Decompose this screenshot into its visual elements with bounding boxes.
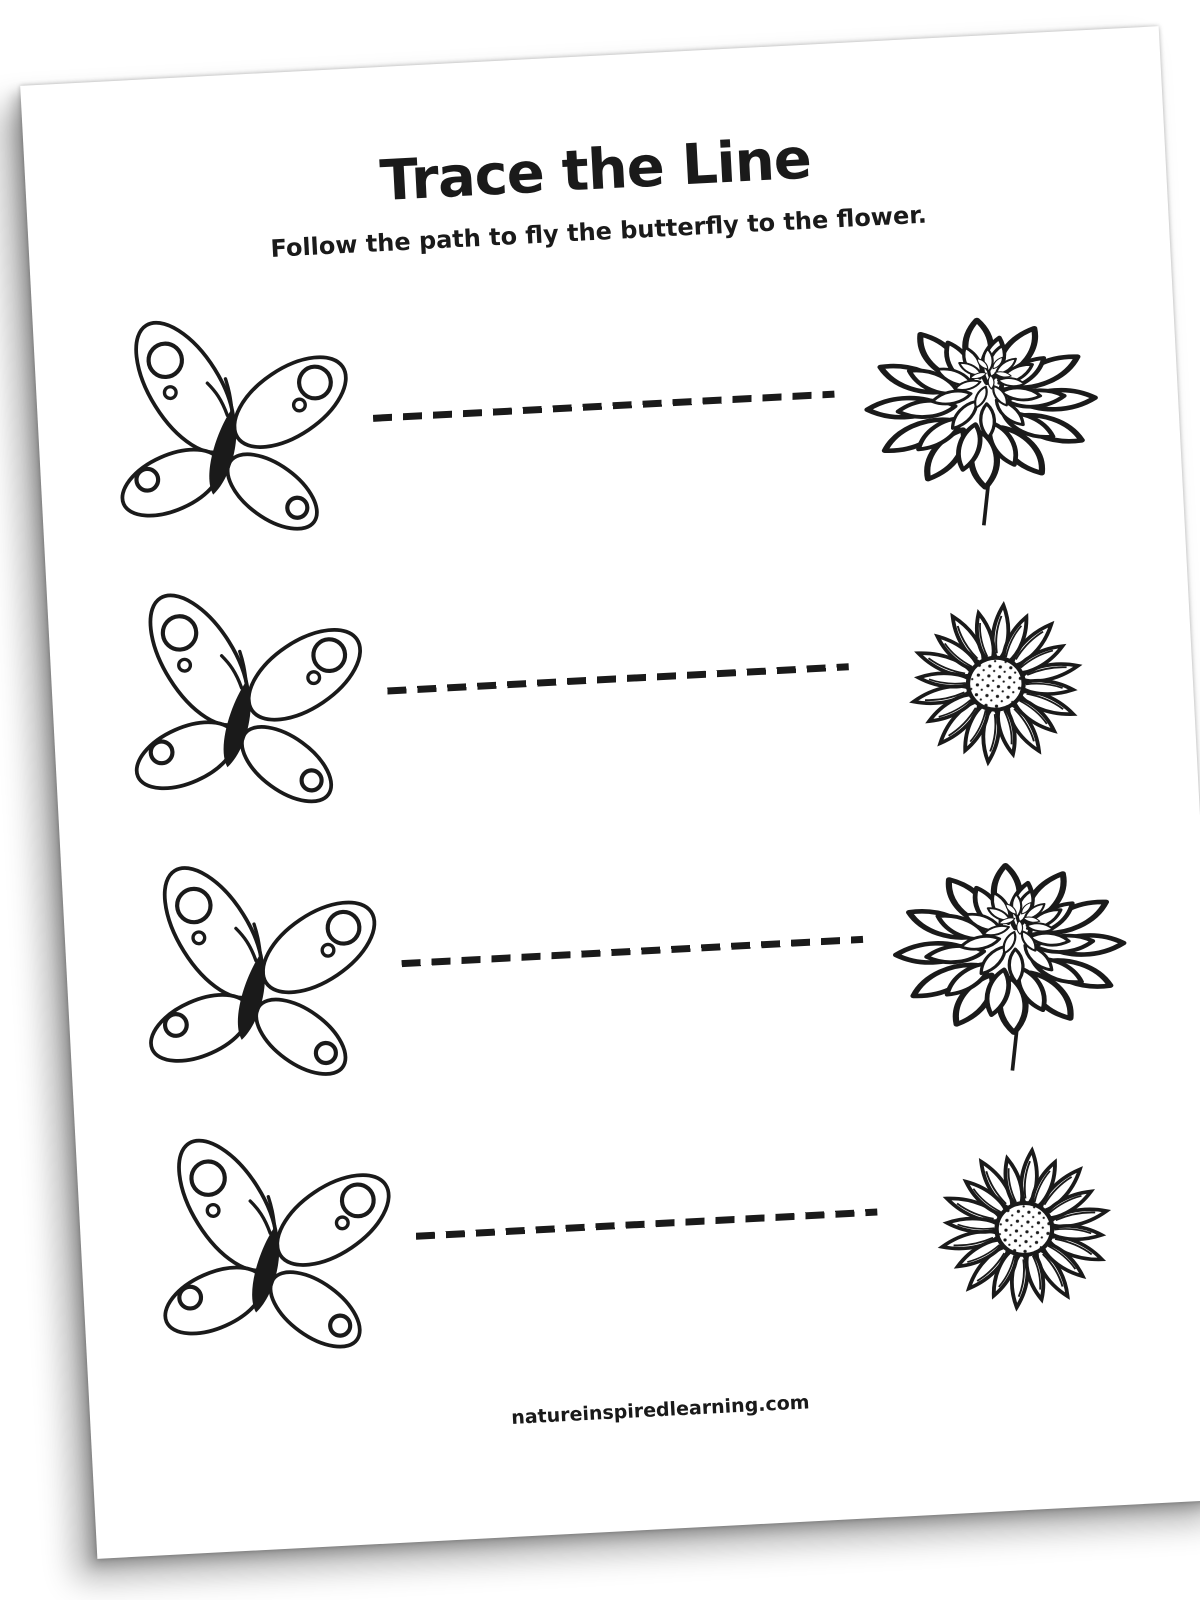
dashed-trace-line (401, 936, 863, 967)
butterfly-icon (143, 1112, 406, 1375)
butterfly-icon (128, 839, 391, 1102)
trace-row (142, 1061, 1159, 1386)
dashed-trace-line (373, 390, 835, 421)
trace-row (99, 243, 1116, 568)
daisy-flower-icon (860, 549, 1131, 820)
dashed-trace-line (387, 663, 849, 694)
trace-row (128, 788, 1145, 1113)
butterfly-icon (114, 567, 377, 830)
footer-website: natureinspiredlearning.com (510, 1391, 811, 1429)
dashed-trace-line (416, 1208, 878, 1239)
trace-rows (31, 239, 1200, 1389)
chrysanthemum-flower-icon (846, 276, 1117, 547)
daisy-flower-icon (889, 1094, 1160, 1365)
trace-row (114, 516, 1131, 841)
chrysanthemum-flower-icon (875, 822, 1146, 1093)
worksheet-page (20, 26, 1200, 1559)
page-title: Trace the Line (378, 126, 813, 215)
butterfly-icon (100, 294, 363, 557)
page-subtitle: Follow the path to fly the butterfly to the flower. (269, 200, 928, 263)
